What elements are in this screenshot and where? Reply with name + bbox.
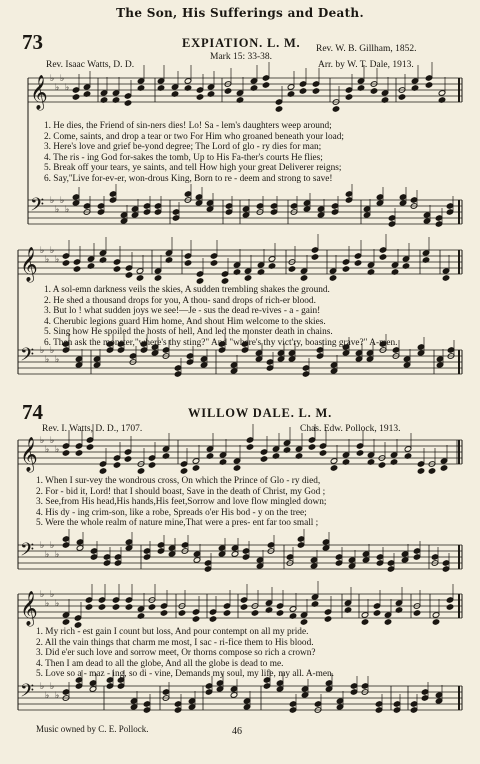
hymn-73-verses-part2 [44, 285, 397, 349]
verse-line: 4. Cherubic legions guard Him home, And shout Him welcome to the skies. [44, 316, 326, 327]
hymn-74-composer: Chas. Edw. Pollock, 1913. [300, 424, 401, 434]
svg-text:♭: ♭ [55, 83, 60, 93]
svg-text:𝄞: 𝄞 [20, 437, 38, 472]
svg-text:♭: ♭ [50, 74, 55, 84]
svg-text:♭: ♭ [50, 682, 55, 692]
verse-line: 2. All the vain things that charm me most, I sac - ri-fice them to His blood. [36, 637, 314, 648]
hymn-74-verses-part2 [36, 627, 334, 680]
svg-text:𝄢: 𝄢 [20, 345, 35, 370]
svg-text:♭: ♭ [45, 599, 50, 609]
svg-text:♭: ♭ [50, 246, 55, 256]
hymn-73-composer: Rev. W. B. Gillham, 1852. [316, 44, 417, 54]
svg-text:♭: ♭ [55, 599, 60, 609]
svg-text:♭: ♭ [65, 205, 70, 215]
hymn-73-title: EXPIATION. L. M. [182, 36, 301, 50]
svg-text:♭: ♭ [65, 83, 70, 93]
svg-text:♭: ♭ [40, 346, 45, 356]
svg-text:♭: ♭ [55, 445, 60, 455]
footer-note: Music owned by C. E. Pollock. [36, 724, 149, 734]
hymn-73-author: Rev. Isaac Watts, D. D. [46, 60, 135, 70]
verse-line: 2. For - bid it, Lord! that I should boast, Save in the death of Christ, my God ; [36, 486, 326, 497]
hymn-73-scripture: Mark 15: 33-38. [210, 52, 273, 62]
verse-line: 4. Then I am dead to all the globe, And all the globe is dead to me. [36, 658, 284, 669]
svg-text:𝄞: 𝄞 [20, 591, 38, 626]
verse-line: 2. He shed a thousand drops for you, A thou- sand drops of rich-er blood. [44, 295, 316, 306]
verse-line: 5. Break off your tears, ye saints, and tell How high your great Deliverer reigns; [44, 163, 342, 174]
svg-text:♭: ♭ [40, 436, 45, 446]
svg-text:𝄞: 𝄞 [20, 247, 38, 282]
verse-line: 4. The ris - ing God for-sakes the tomb, Up to His Fa-ther's courts He flies; [44, 152, 323, 163]
hymn-74-verses-part1 [36, 476, 326, 529]
svg-text:♭: ♭ [50, 541, 55, 551]
verse-line: 1. When I sur-vey the wondrous cross, On which the Prince of Glo - ry died, [36, 476, 321, 486]
svg-text:♭: ♭ [40, 682, 45, 692]
verse-line: 1. A sol-emn darkness veils the skies, A sudden trembling shakes the ground. [44, 285, 330, 295]
hymn-73-arranger: Arr. by W. T. Dale, 1913. [318, 60, 414, 70]
svg-text:♭: ♭ [50, 196, 55, 206]
svg-text:♭: ♭ [60, 196, 65, 206]
svg-text:♭: ♭ [50, 436, 55, 446]
hymn-73-verses-part1 [44, 121, 344, 185]
svg-text:𝄢: 𝄢 [30, 195, 45, 220]
svg-text:♭: ♭ [60, 74, 65, 84]
section-heading: The Son, His Sufferings and Death. [116, 6, 364, 20]
verse-line: 3. See,from His head,His hands,His feet,Sorrow and love flow mingled down; [36, 497, 327, 508]
hymn-74-title: WILLOW DALE. L. M. [188, 406, 333, 420]
svg-text:♭: ♭ [45, 691, 50, 701]
svg-text:♭: ♭ [55, 255, 60, 265]
svg-text:♭: ♭ [55, 691, 60, 701]
verse-line: 1. He dies, the Friend of sin-ners dies! Lo! Sa - lem's daughters weep around; [44, 121, 332, 131]
svg-text:♭: ♭ [50, 590, 55, 600]
svg-text:♭: ♭ [50, 346, 55, 356]
verse-line: 3. Here's love and grief be-yond degree; The Lord of glo - ry dies for man; [44, 142, 322, 153]
verse-line: 4. His dy - ing crim-son, like a robe, Spreads o'er His bod - y on the tree; [36, 507, 307, 518]
svg-text:♭: ♭ [55, 205, 60, 215]
svg-text:♭: ♭ [45, 445, 50, 455]
svg-text:♭: ♭ [55, 355, 60, 365]
page-number: 46 [232, 726, 242, 737]
verse-line: 6. Say,''Live for-ev-er, won-drous King, Born to re - deem and strong to save! [44, 173, 333, 184]
hymn-74-number: 74 [22, 400, 43, 424]
verse-line: 5. Sing how He spoiled the hosts of hell, And led the monster death in chains. [44, 327, 333, 338]
svg-text:𝄞: 𝄞 [30, 75, 48, 110]
hymn-73-number: 73 [22, 30, 43, 54]
svg-text:𝄢: 𝄢 [20, 681, 35, 706]
verse-line: 3. Did e'er such love and sorrow meet, Or thorns compose so rich a crown? [36, 648, 316, 659]
verse-line: 2. Come, saints, and drop a tear or two For Him who groaned beneath your load; [44, 131, 345, 142]
svg-text:♭: ♭ [55, 550, 60, 560]
svg-text:♭: ♭ [40, 590, 45, 600]
hymn-74-author: Rev. I. Watts, D. D., 1707. [42, 424, 143, 434]
verse-line: 6. Then ask the monster,"where's thy sting?" And "where's thy vict'ry, boasting grave?" A-men. [44, 337, 398, 348]
svg-text:♭: ♭ [45, 550, 50, 560]
svg-text:♭: ♭ [40, 246, 45, 256]
verse-line: 1. My rich - est gain I count but loss, And pour contempt on all my pride. [36, 627, 309, 637]
svg-text:♭: ♭ [45, 255, 50, 265]
svg-text:♭: ♭ [40, 541, 45, 551]
svg-text:𝄢: 𝄢 [20, 540, 35, 565]
svg-text:♭: ♭ [45, 355, 50, 365]
verse-line: 5. Love so a - maz - ing, so di - vine, Demands my soul, my life, my all. A-men. [36, 669, 334, 680]
verse-line: 3. But lo ! what sudden joys we see!—Je - sus the dead re-vives - a - gain! [44, 306, 321, 317]
verse-line: 5. Were the whole realm of nature mine,That were a pres- ent far too small ; [36, 518, 319, 529]
